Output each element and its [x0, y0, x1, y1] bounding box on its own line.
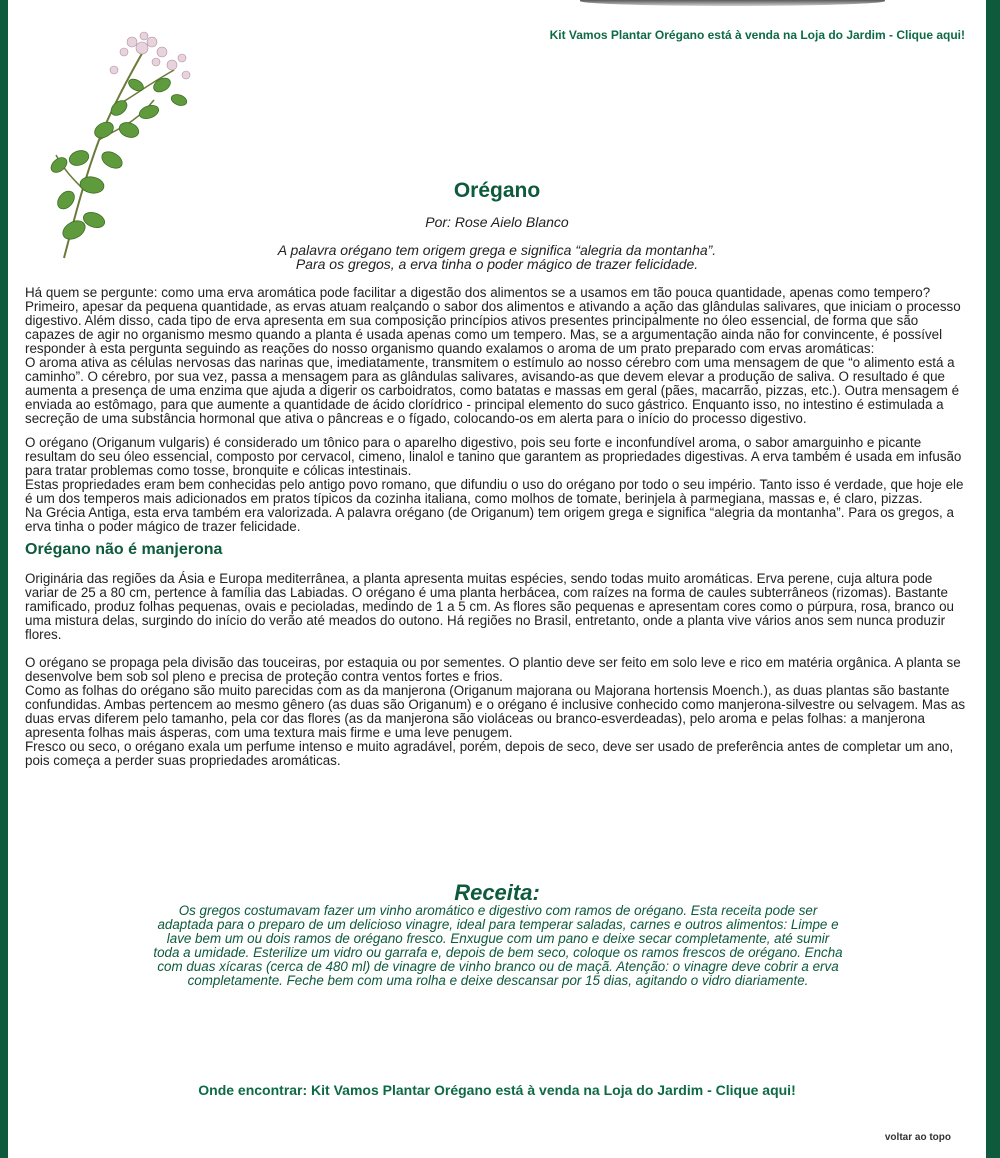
author-byline: Por: Rose Aielo Blanco: [425, 214, 569, 230]
page-content: [8, 0, 986, 1158]
section-heading: Orégano não é manjerona: [25, 541, 223, 558]
promo-link-bottom[interactable]: Onde encontrar: Kit Vamos Plantar Orégano está à venda na Loja do Jardim - Clique aqui!: [198, 1082, 796, 1098]
paragraph: Como as folhas do orégano são muito parecidas com as da manjerona (Origanum majorana ou Majorana hortensis Moench.), as duas plantas são bastante confundidas. Ambas pertencem ao mesmo gênero (as duas são Origanum) e o orégano é inclusive conhecido como manjerona-silvestre ou selvagem. Mas as duas ervas diferem pelo tamanho, pela cor das flores (as da manjerona são violáceas ou branco-esverdeadas), pelo aroma e pelas folhas: a manjerona apresenta folhas mais ásperas, com uma textura mais firme e uma leve penugem.: [25, 683, 966, 740]
recipe-heading: Receita:: [454, 880, 540, 905]
article-body: [25, 286, 969, 768]
paragraph: O orégano se propaga pela divisão das touceiras, por estaquia ou por sementes. O plantio deve ser feito em solo leve e rico em matéria orgânica. A planta se desenvolve bem sob sol pleno e precisa de proteção contra ventos fortes e frios.: [25, 655, 961, 684]
top-shadow-decoration: [580, 0, 885, 6]
paragraph: Na Grécia Antiga, esta erva também era valorizada. A palavra orégano (de Origanum) tem origem grega e significa “alegria da montanha”. Para os gregos, a erva tinha o poder mágico de trazer felicidade.: [25, 505, 954, 534]
paragraph: Estas propriedades eram bem conhecidas pelo antigo povo romano, que difundiu o uso do orégano por todo o seu império. Tanto isso é verdade, que hoje ele é um dos temperos mais adicionados em pratos típicos da cozinha italiana, como molhos de tomate, berinjela à parmegiana, massas e, é claro, pizzas.: [25, 477, 964, 506]
promo-link-top[interactable]: Kit Vamos Plantar Orégano está à venda na Loja do Jardim - Clique aqui!: [549, 28, 965, 42]
paragraph: Fresco ou seco, o orégano exala um perfume intenso e muito agradável, porém, depois de seco, deve ser usado de preferência antes de completar um ano, pois começa a perder suas propriedades aromáticas.: [25, 739, 954, 768]
paragraph: Primeiro, apesar da pequena quantidade, as ervas atuam realçando o sabor dos alimentos e ativando a ação das glândulas salivares, que iniciam o processo digestivo. Além disso, cada tipo de erva apresenta em sua composição princípios ativos presentes principalmente no óleo essencial, de forma que são capazes de agir no organismo mesmo quando a planta é usada apenas como um tempero. Mas, se a argumentação ainda não for convincente, é possível responder à esta pergunta seguindo as reações do nosso organismo quando exalamos o aroma de um prato preparado com ervas aromáticas:: [25, 299, 961, 356]
epigraph-line: A palavra orégano tem origem grega e significa “alegria da montanha”.: [277, 242, 717, 258]
epigraph-line: Para os gregos, a erva tinha o poder mágico de trazer felicidade.: [295, 256, 699, 272]
recipe-text: Os gregos costumavam fazer um vinho aromático e digestivo com ramos de orégano. Esta receita pode ser adaptada para o preparo de um delicioso vinagre, ideal para temperar saladas, carnes e outros alimentos: Limpe e lave bem um ou dois ramos de orégano fresco. Enxugue com um pano e deixe secar completamente, até sumir toda a umidade. Esterilize um vidro ou garrafa e, depois de bem seco, coloque os ramos frescos de orégano. Encha com duas xícaras (cerca de 480 ml) de vinagre de vinho branco ou de maçã. Atenção: o vinagre deve cobrir a erva completamente. Feche bem com uma rolha e deixe descansar por 15 dias, agitando o vidro diariamente.: [153, 903, 843, 988]
page-title: Orégano: [453, 179, 541, 202]
paragraph: Há quem se pergunte: como uma erva aromática pode facilitar a digestão dos alimentos se a usamos em tão pouca quantidade, apenas como tempero?: [25, 285, 931, 300]
epigraph: [8, 243, 986, 271]
paragraph: O aroma ativa as células nervosas das narinas que, imediatamente, transmitem o estímulo ao nosso cérebro com uma mensagem de que “o alimento está a caminho”. O cérebro, por sua vez, passa a mensagem para as glândulas salivares, avisando-as que devem elevar a produção de saliva. O resultado é que aumenta a presença de uma enzima que ajuda a digerir os carboidratos, como batatas e massas em geral (pães, macarrão, pizzas, etc.). Outra mensagem é enviada ao estômago, para que aumente a quantidade de ácido clorídrico - principal elemento do suco gástrico. Enquanto isso, no intestino é estimulada a secreção de uma substância hormonal que ativa o pâncreas e o fígado, colocando-os em alerta para o início do processo digestivo.: [25, 355, 960, 426]
paragraph: Originária das regiões da Ásia e Europa mediterrânea, a planta apresenta muitas espécies, sendo todas muito aromáticas. Erva perene, cuja altura pode variar de 25 a 80 cm, pertence à família das Labiadas. O orégano é uma planta herbácea, com raízes na forma de caules subterrâneos (rizomas). Bastante ramificado, produz folhas pequenas, ovais e pecioladas, medindo de 1 a 5 cm. As flores são pequenas e apresentam cores como o púrpura, rosa, branco ou uma mistura delas, surgindo do início do verão até meados do outono. Há regiões no Brasil, entretanto, onde a planta vive vários anos sem nunca produzir flores.: [25, 571, 954, 642]
paragraph: O orégano (Origanum vulgaris) é considerado um tônico para o aparelho digestivo, pois seu forte e inconfundível aroma, o sabor amarguinho e picante resultam do seu óleo essencial, composto por cervacol, cimeno, linalol e tanino que garantem as propriedades digestivas. A erva também é usada em infusão para tratar problemas como tosse, bronquite e cólicas intestinais.: [25, 435, 962, 478]
back-to-top-link[interactable]: voltar ao topo: [884, 1132, 951, 1143]
